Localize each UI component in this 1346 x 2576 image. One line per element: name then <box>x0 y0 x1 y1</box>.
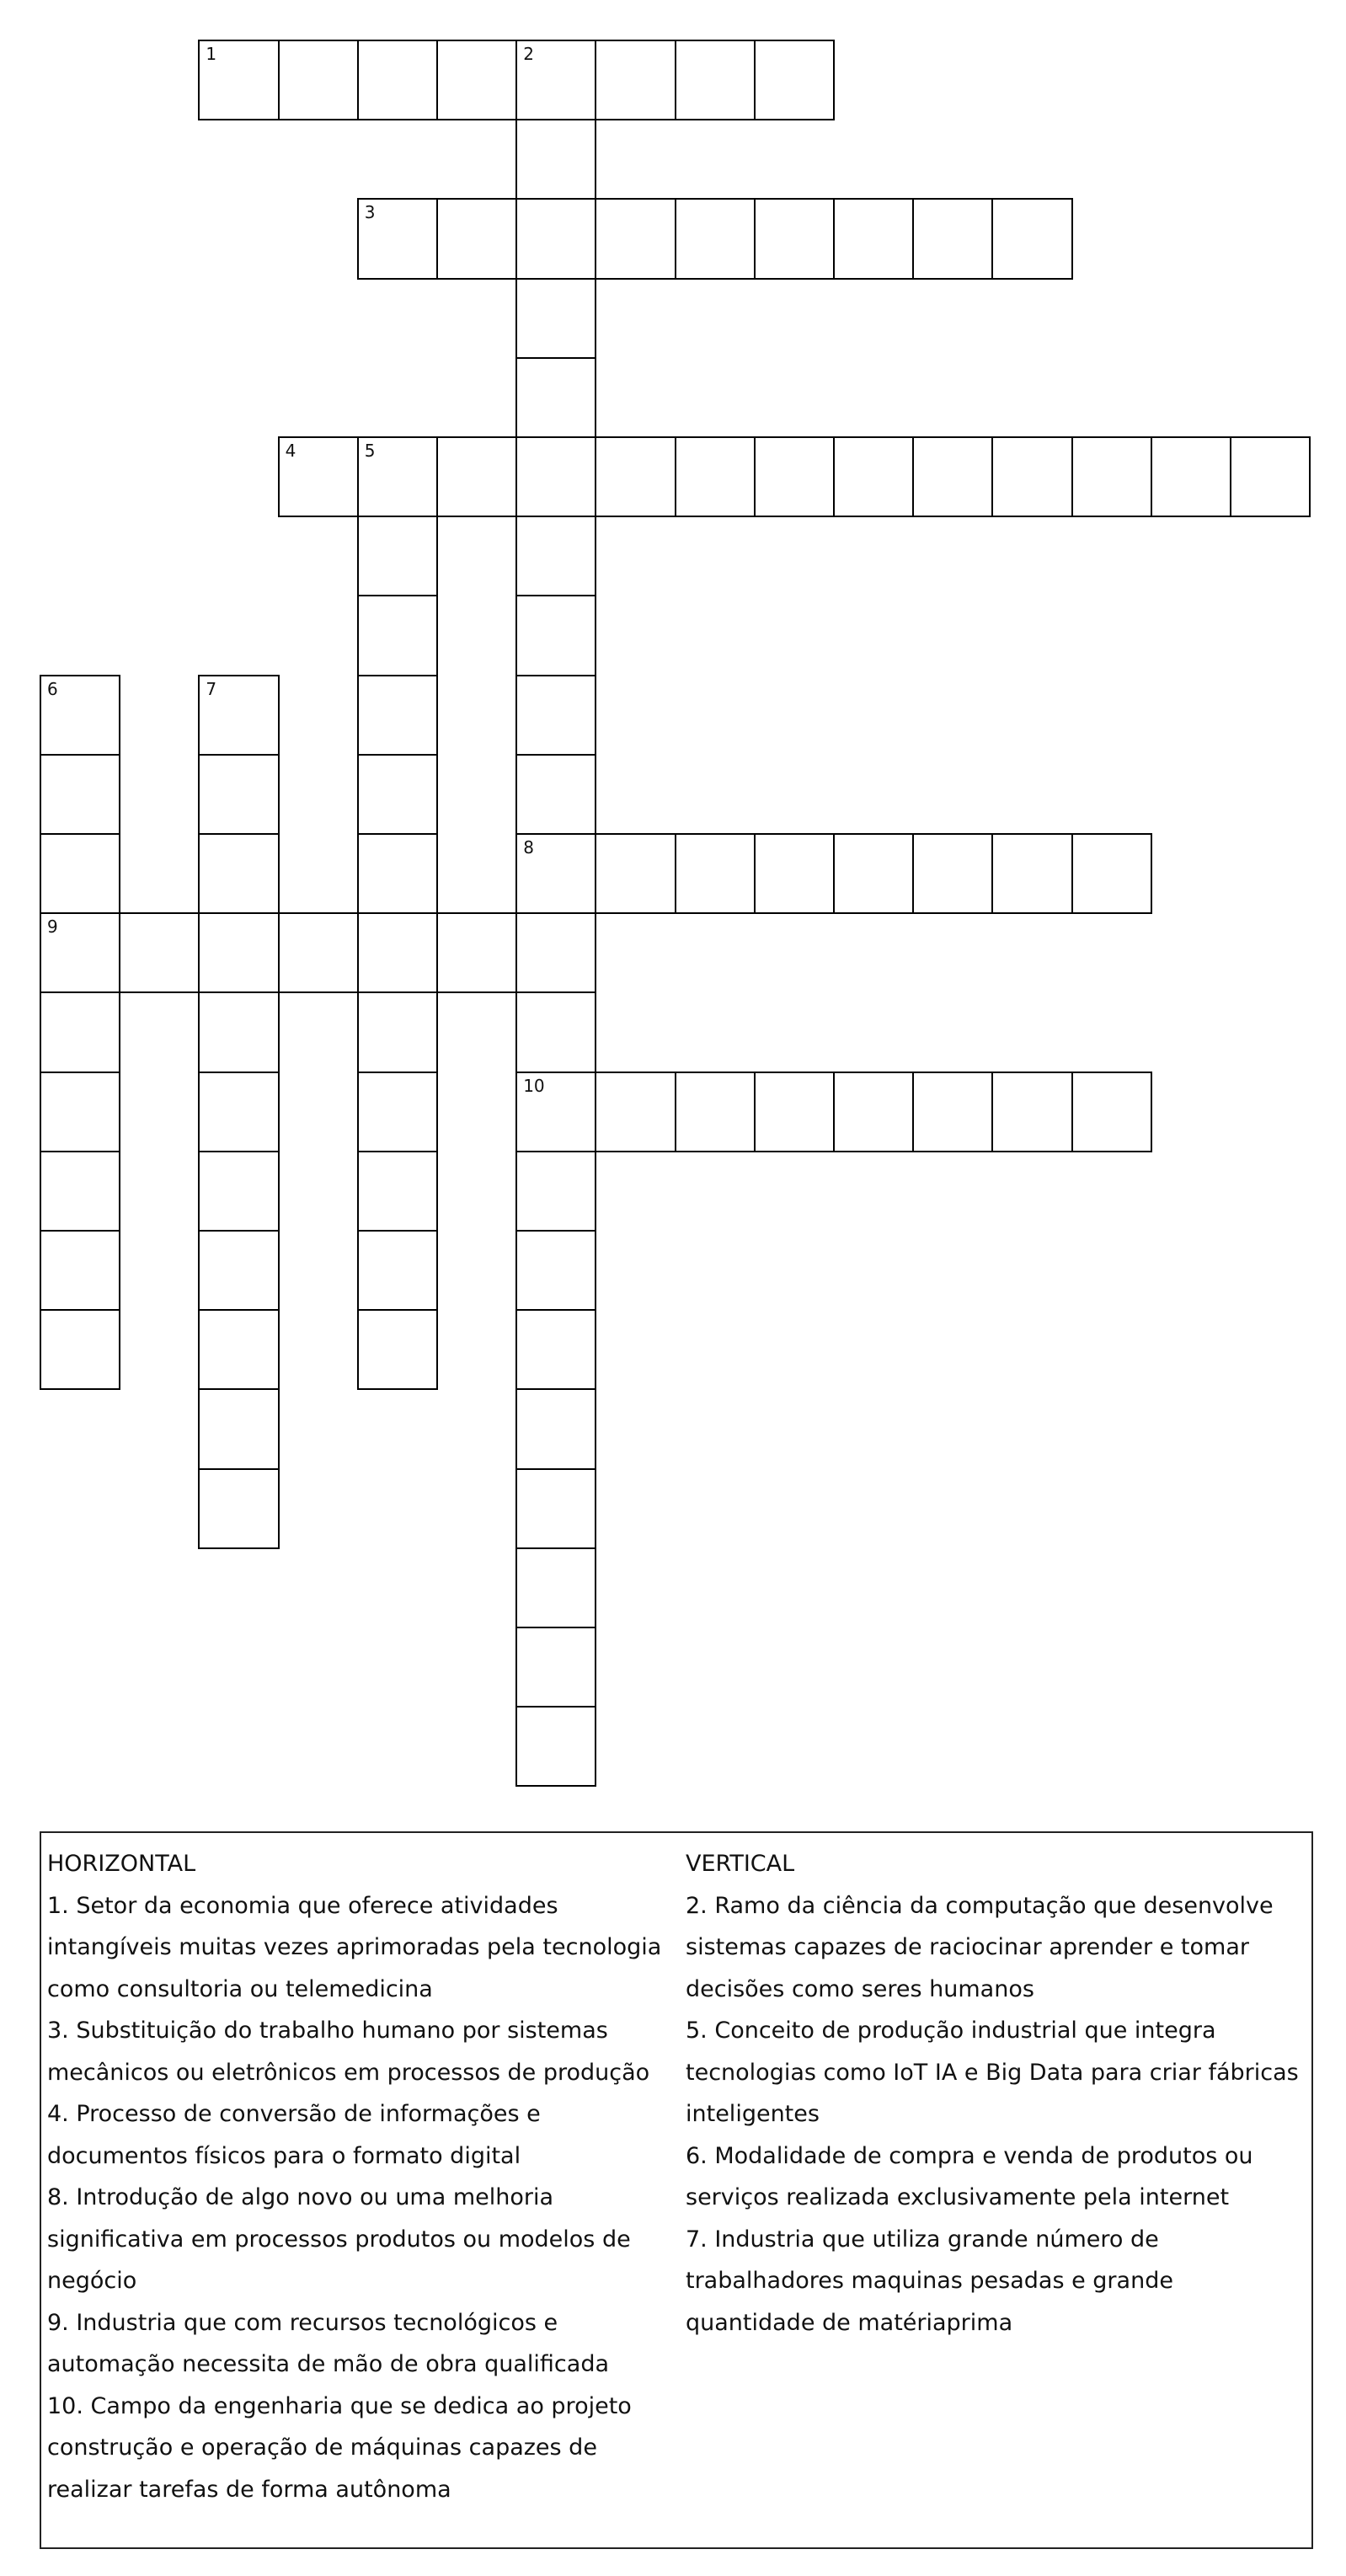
clue-down-7: 7. Industria que utiliza grande número de trabalhadores maquinas pesadas e grande quantidade de matériaprima <box>686 2226 1173 2336</box>
grid-cell[interactable] <box>119 912 200 993</box>
grid-cell[interactable] <box>833 436 914 517</box>
grid-cell[interactable] <box>436 912 517 993</box>
clue-number: 1 <box>206 44 217 64</box>
grid-cell[interactable] <box>40 754 120 835</box>
clue-down-6: 6. Modalidade de compra e venda de produtos ou serviços realizada exclusivamente pela internet <box>686 2142 1253 2210</box>
grid-cell[interactable] <box>912 198 993 279</box>
grid-cell[interactable] <box>357 595 438 676</box>
grid-cell[interactable] <box>40 833 120 914</box>
grid-cell[interactable] <box>198 1388 279 1469</box>
clue-across-10: 10. Campo da engenharia que se dedica ao projeto construção e operação de máquinas capazes de realizar tarefas de forma autônoma <box>47 2392 632 2503</box>
grid-cell[interactable] <box>515 119 596 200</box>
grid-cell[interactable] <box>515 833 596 914</box>
grid-cell[interactable] <box>515 1627 596 1708</box>
grid-cell[interactable] <box>912 436 993 517</box>
grid-cell[interactable] <box>198 675 279 756</box>
grid-cell[interactable] <box>357 991 438 1072</box>
grid-cell[interactable] <box>912 1072 993 1152</box>
grid-cell[interactable] <box>595 1072 676 1152</box>
grid-cell[interactable] <box>515 1388 596 1469</box>
grid-cell[interactable] <box>675 833 756 914</box>
clue-across-3: 3. Substituição do trabalho humano por sistemas mecânicos ou eletrônicos em processos de produção <box>47 2018 650 2086</box>
grid-cell[interactable] <box>1151 436 1231 517</box>
grid-cell[interactable] <box>991 436 1072 517</box>
clue-across-8: 8. Introdução de algo novo ou uma melhoria significativa em processos produtos ou modelos de negócio <box>47 2184 631 2294</box>
grid-cell[interactable] <box>515 1468 596 1549</box>
grid-cell[interactable] <box>198 991 279 1072</box>
grid-cell[interactable] <box>1230 436 1311 517</box>
grid-cell[interactable] <box>595 436 676 517</box>
grid-cell[interactable] <box>198 912 279 993</box>
grid-cell[interactable] <box>436 198 517 279</box>
grid-cell[interactable] <box>198 1151 279 1232</box>
clue-number: 4 <box>285 441 296 461</box>
grid-cell[interactable] <box>515 991 596 1072</box>
grid-cell[interactable] <box>675 1072 756 1152</box>
grid-cell[interactable] <box>515 1547 596 1628</box>
clue-across-9: 9. Industria que com recursos tecnológicos e automação necessita de mão de obra qualificada <box>47 2309 610 2377</box>
grid-cell[interactable] <box>833 198 914 279</box>
grid-cell[interactable] <box>278 40 359 120</box>
grid-cell[interactable] <box>40 1230 120 1311</box>
grid-cell[interactable] <box>515 278 596 359</box>
clue-number: 6 <box>47 678 58 699</box>
grid-cell[interactable] <box>515 198 596 279</box>
clues-box <box>40 1831 1313 2549</box>
grid-cell[interactable] <box>515 1706 596 1787</box>
vertical-clues <box>686 1843 1309 2344</box>
grid-cell[interactable] <box>1071 436 1152 517</box>
grid-cell[interactable] <box>357 198 438 279</box>
grid-cell[interactable] <box>515 516 596 596</box>
grid-cell[interactable] <box>754 1072 835 1152</box>
grid-cell[interactable] <box>198 1468 279 1549</box>
grid-cell[interactable] <box>833 1072 914 1152</box>
grid-cell[interactable] <box>515 595 596 676</box>
grid-cell[interactable] <box>991 833 1072 914</box>
grid-cell[interactable] <box>595 833 676 914</box>
grid-cell[interactable] <box>436 40 517 120</box>
clue-number: 8 <box>523 837 534 858</box>
grid-cell[interactable] <box>595 40 676 120</box>
clue-number: 7 <box>206 678 217 699</box>
grid-cell[interactable] <box>357 833 438 914</box>
grid-cell[interactable] <box>515 912 596 993</box>
grid-cell[interactable] <box>357 754 438 835</box>
grid-cell[interactable] <box>1071 833 1152 914</box>
horizontal-clues <box>47 1843 670 2510</box>
vertical-heading: VERTICAL <box>686 1851 795 1877</box>
clue-across-4: 4. Processo de conversão de informações e documentos físicos para o formato digital <box>47 2101 541 2169</box>
grid-cell[interactable] <box>278 912 359 993</box>
grid-cell[interactable] <box>198 40 279 120</box>
clue-number: 2 <box>523 44 534 64</box>
clue-number: 10 <box>523 1075 545 1096</box>
grid-cell[interactable] <box>754 40 835 120</box>
grid-cell[interactable] <box>198 1309 279 1390</box>
grid-cell[interactable] <box>40 991 120 1072</box>
grid-cell[interactable] <box>515 40 596 120</box>
grid-cell[interactable] <box>436 436 517 517</box>
grid-cell[interactable] <box>357 1230 438 1311</box>
clue-down-5: 5. Conceito de produção industrial que integra tecnologias como IoT IA e Big Data para criar fábricas inteligentes <box>686 2018 1299 2127</box>
grid-cell[interactable] <box>40 1309 120 1390</box>
grid-cell[interactable] <box>515 357 596 438</box>
grid-cell[interactable] <box>40 1151 120 1232</box>
grid-cell[interactable] <box>357 1072 438 1152</box>
grid-cell[interactable] <box>357 1151 438 1232</box>
grid-cell[interactable] <box>357 40 438 120</box>
grid-cell[interactable] <box>675 198 756 279</box>
grid-cell[interactable] <box>675 40 756 120</box>
horizontal-heading: HORIZONTAL <box>47 1851 196 1877</box>
grid-cell[interactable] <box>515 1230 596 1311</box>
grid-cell[interactable] <box>754 436 835 517</box>
clue-across-1: 1. Setor da economia que oferece atividades intangíveis muitas vezes aprimoradas pela tecnologia como consultoria ou telemedicina <box>47 1892 662 2002</box>
grid-cell[interactable] <box>357 436 438 517</box>
grid-cell[interactable] <box>515 754 596 835</box>
grid-cell[interactable] <box>515 1072 596 1152</box>
clue-down-2: 2. Ramo da ciência da computação que desenvolve sistemas capazes de raciocinar aprender e tomar decisões como seres humanos <box>686 1892 1274 2002</box>
grid-cell[interactable] <box>198 833 279 914</box>
clue-number: 5 <box>364 441 376 461</box>
clue-number: 9 <box>47 917 58 938</box>
grid-cell[interactable] <box>833 833 914 914</box>
grid-cell[interactable] <box>912 833 993 914</box>
grid-cell[interactable] <box>357 912 438 993</box>
grid-cell[interactable] <box>198 754 279 835</box>
grid-cell[interactable] <box>991 1072 1072 1152</box>
clue-number: 3 <box>364 202 376 223</box>
grid-cell[interactable] <box>675 436 756 517</box>
grid-cell[interactable] <box>515 436 596 517</box>
grid-cell[interactable] <box>357 516 438 596</box>
grid-cell[interactable] <box>357 675 438 756</box>
grid-cell[interactable] <box>198 1072 279 1152</box>
grid-cell[interactable] <box>357 1309 438 1390</box>
grid-cell[interactable] <box>40 912 120 993</box>
grid-cell[interactable] <box>278 436 359 517</box>
grid-cell[interactable] <box>1071 1072 1152 1152</box>
grid-cell[interactable] <box>40 675 120 756</box>
grid-cell[interactable] <box>991 198 1072 279</box>
grid-cell[interactable] <box>198 1230 279 1311</box>
grid-cell[interactable] <box>754 198 835 279</box>
grid-cell[interactable] <box>515 675 596 756</box>
grid-cell[interactable] <box>754 833 835 914</box>
grid-cell[interactable] <box>595 198 676 279</box>
grid-cell[interactable] <box>515 1151 596 1232</box>
grid-cell[interactable] <box>515 1309 596 1390</box>
grid-cell[interactable] <box>40 1072 120 1152</box>
